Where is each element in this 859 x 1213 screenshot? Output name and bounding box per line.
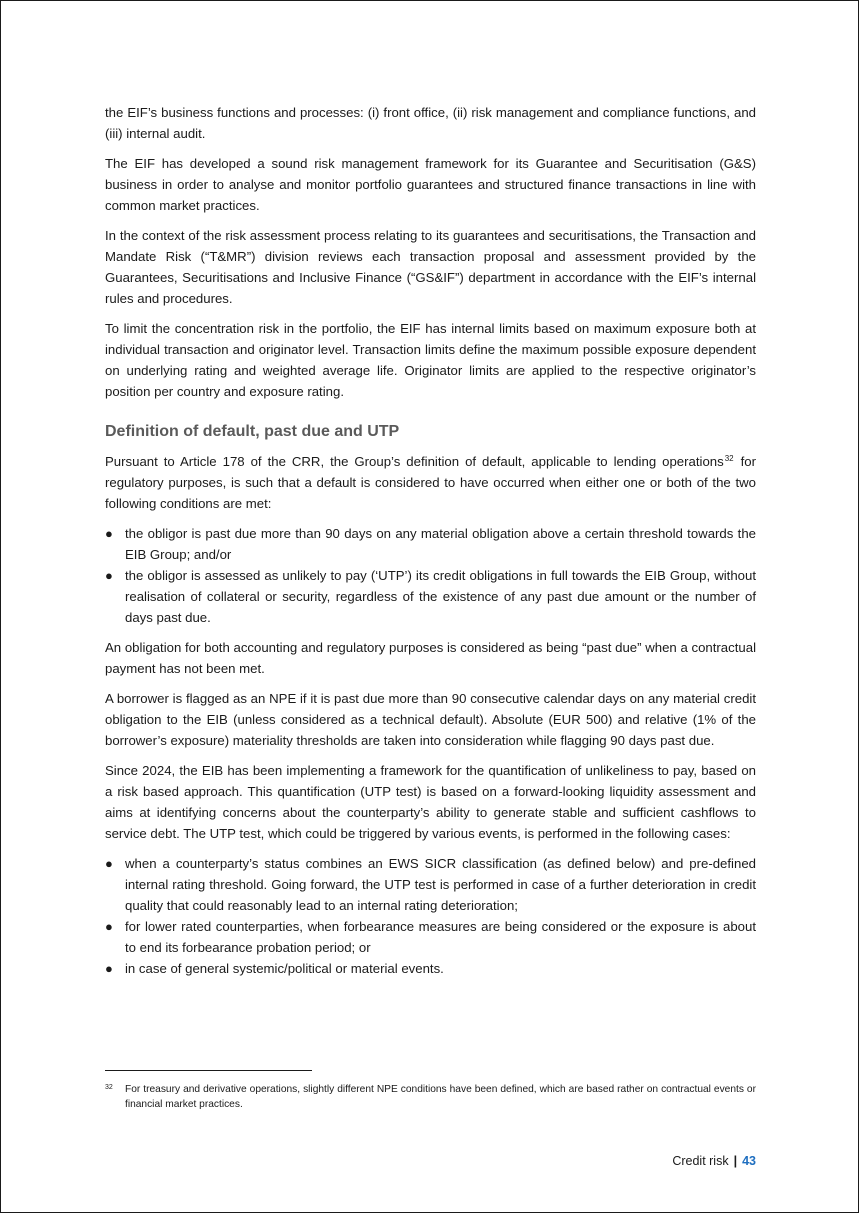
list-item-text: the obligor is assessed as unlikely to pay (‘UTP’) its credit obligations in full towards the EIB Group, without realisation of collateral or security, regardless of the existence of any past due amount or the number of days past due. — [125, 568, 756, 625]
paragraph-utp-framework: Since 2024, the EIB has been implementing a framework for the quantification of unlikeliness to pay, based on a risk based approach. This quantification (UTP test) is based on a forward-looking liquidity assessment and aims at identifying concerns about the counterparty’s ability to generate stable and sufficient cashflows to service debt. The UTP test, which could be triggered by various events, is performed in the following cases: — [105, 763, 756, 841]
paragraph-default-definition — [105, 451, 756, 514]
paragraph-business-functions: the EIF’s business functions and processes: (i) front office, (ii) risk management and compliance functions, and (iii) internal audit. — [105, 105, 756, 141]
bullet-icon: ● — [105, 568, 113, 583]
bullet-icon: ● — [105, 919, 113, 934]
paragraph-risk-framework: The EIF has developed a sound risk management framework for its Guarantee and Securitisation (G&S) business in order to analyse and monitor portfolio guarantees and structured finance transactions in line with common market practices. — [105, 156, 756, 213]
list-item-text: for lower rated counterparties, when forbearance measures are being considered or the exposure is about to end its forbearance probation period; or — [125, 919, 756, 955]
paragraph-concentration-limits: To limit the concentration risk in the portfolio, the EIF has internal limits based on maximum exposure both at individual transaction and originator level. Transaction limits define the maximum possible exposure dependent on underlying rating and weighted average life. Originator limits are applied to the respective originator’s position per country and exposure rating. — [105, 321, 756, 399]
main-content — [105, 102, 756, 988]
bullet-icon: ● — [105, 526, 113, 541]
list-item-text: in case of general systemic/political or material events. — [125, 961, 444, 976]
footnote-number: 32 — [105, 1084, 113, 1091]
footnote-divider — [105, 1070, 312, 1071]
footnote — [105, 1082, 756, 1112]
default-conditions-list — [105, 523, 756, 628]
footer-section-label: Credit risk — [672, 1154, 729, 1168]
list-item — [105, 958, 756, 979]
section-heading: Definition of default, past due and UTP — [105, 423, 400, 440]
bullet-icon: ● — [105, 961, 113, 976]
page-number: 43 — [742, 1154, 756, 1168]
footer-separator: | — [733, 1154, 738, 1168]
footnote-reference[interactable]: 32 — [724, 453, 734, 463]
list-item-text: the obligor is past due more than 90 days on any material obligation above a certain threshold towards the EIB Group; and/or — [125, 526, 756, 562]
list-item — [105, 916, 756, 958]
list-item-text: when a counterparty’s status combines an EWS SICR classification (as defined below) and pre-defined internal rating threshold. Going forward, the UTP test is performed in case of a further deterioration in credit quality that could reasonably lead to an internal rating deterioration; — [125, 856, 756, 913]
list-item — [105, 523, 756, 565]
footnote-text: For treasury and derivative operations, slightly different NPE conditions have been defined, which are based rather on contractual events or financial market practices. — [125, 1084, 756, 1110]
default-definition-text-continued: for regulatory purposes, is such that a default is considered to have occurred when either one or both of the two following conditions are met: — [105, 454, 756, 511]
paragraph-risk-assessment: In the context of the risk assessment process relating to its guarantees and securitisations, the Transaction and Mandate Risk (“T&MR”) division reviews each transaction proposal and assessment provided by the Guarantees, Securitisations and Inclusive Finance (“GS&IF”) department in accordance with the EIF’s internal rules and procedures. — [105, 228, 756, 306]
bullet-icon: ● — [105, 856, 113, 871]
paragraph-npe-flagging: A borrower is flagged as an NPE if it is past due more than 90 consecutive calendar days on any material credit obligation to the EIB (unless considered as a technical default). Absolute (EUR 500) and relative (1% of the borrower’s exposure) materiality thresholds are taken into consideration while flagging 90 days past due. — [105, 691, 756, 748]
page-footer — [672, 1153, 756, 1169]
default-definition-text: Pursuant to Article 178 of the CRR, the Group’s definition of default, applicable to lending operations — [105, 454, 724, 469]
list-item — [105, 565, 756, 628]
paragraph-past-due: An obligation for both accounting and regulatory purposes is considered as being “past due” when a contractual payment has not been met. — [105, 640, 756, 676]
utp-cases-list — [105, 853, 756, 979]
list-item — [105, 853, 756, 916]
